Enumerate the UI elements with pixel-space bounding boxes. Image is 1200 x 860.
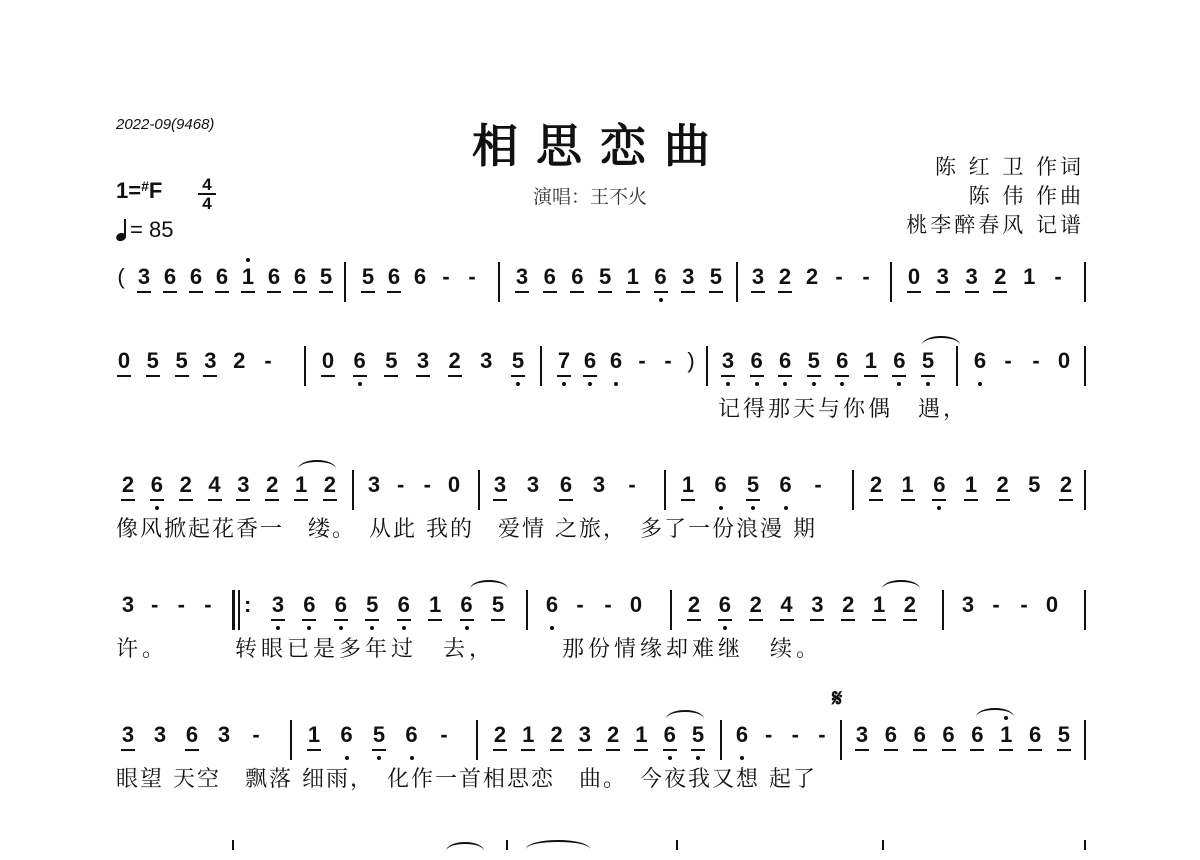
note: - (664, 348, 672, 373)
lyric-line-5 (116, 762, 1088, 792)
tempo-marking (116, 217, 173, 243)
note: - (204, 592, 212, 617)
note: 2 (550, 722, 563, 747)
note: 2 (493, 722, 507, 747)
note: 1 (681, 472, 695, 497)
note: 5 (1057, 722, 1071, 747)
note: 3 (480, 348, 493, 373)
note: : (244, 592, 252, 617)
bar-line (882, 840, 884, 850)
note: 0 (1045, 592, 1059, 617)
note: 3 (217, 722, 231, 747)
measure (120, 722, 264, 748)
note: 3 (416, 348, 430, 373)
bar-line (676, 840, 678, 850)
bar-line (942, 590, 944, 630)
note: 5 (709, 264, 723, 289)
note: 3 (121, 592, 135, 617)
note: 6 (893, 348, 906, 373)
bar-line (1084, 262, 1086, 302)
measure (680, 472, 826, 498)
bar-line (290, 720, 292, 760)
note: - (604, 592, 612, 617)
time-top: 4 (202, 175, 212, 194)
note: 6 (571, 264, 584, 289)
note: 6 (583, 348, 597, 373)
bar-line (852, 470, 854, 510)
bar-line (352, 470, 354, 510)
note: 6 (779, 348, 792, 373)
note: 6 (663, 722, 676, 747)
measure (906, 264, 1066, 290)
note: 3 (204, 348, 217, 373)
bar-line (736, 262, 738, 302)
note: 2 (266, 472, 279, 497)
note: 5 (372, 722, 386, 747)
note: 5 (146, 348, 159, 373)
note: - (423, 472, 431, 497)
note: 5 (511, 348, 525, 373)
bar-line (664, 470, 666, 510)
note: 6 (293, 264, 307, 289)
note: 6 (973, 348, 987, 373)
note: - (264, 348, 272, 373)
measure (244, 592, 250, 618)
note: - (992, 592, 1000, 617)
note: 6 (714, 472, 727, 497)
bar-line (956, 346, 958, 386)
note: 2 (1059, 472, 1073, 497)
tie-arc (976, 708, 1014, 726)
note: 6 (397, 592, 410, 617)
measure (116, 348, 276, 374)
note: 1 (1000, 722, 1013, 747)
tie-arc (446, 842, 484, 860)
note: 1 (522, 722, 535, 747)
note: 6 (267, 264, 281, 289)
note: 6 (545, 592, 559, 617)
note: - (791, 722, 799, 747)
note: 6 (718, 592, 731, 617)
bar-line (344, 262, 346, 302)
note: 6 (185, 722, 199, 747)
bar-line (840, 720, 842, 760)
bar-line (238, 590, 240, 630)
note: 6 (163, 264, 177, 289)
note: 5 (921, 348, 935, 373)
segno-icon: 𝄋 (832, 684, 843, 712)
catalog-code: 2022-09(9468) (116, 116, 215, 133)
note: 6 (913, 722, 926, 747)
note: 6 (779, 472, 792, 497)
note: 3 (237, 472, 250, 497)
bar-line (498, 262, 500, 302)
note: 2 (869, 472, 883, 497)
bar-line (232, 590, 235, 630)
note: 6 (971, 722, 984, 747)
lyric-line-3 (116, 512, 1088, 542)
note: 1 (1023, 264, 1036, 289)
note: - (1054, 264, 1062, 289)
note: - (814, 472, 822, 497)
note: 4 (780, 592, 793, 617)
note: - (576, 592, 584, 617)
note: 0 (1057, 348, 1071, 373)
note: - (440, 722, 448, 747)
staff-line-4 (116, 590, 1088, 630)
bar-line (478, 470, 480, 510)
tie-arc (470, 580, 508, 598)
note: 3 (493, 472, 507, 497)
tempo-value: = 85 (130, 217, 174, 242)
note: - (442, 264, 450, 289)
note: 2 (607, 722, 620, 747)
note: 3 (721, 348, 735, 373)
note: 2 (996, 472, 1009, 497)
tie-arc (298, 460, 336, 478)
note: 2 (778, 264, 792, 289)
lyric-text: 像风掀起花香一 缕。 从此 我的 爱情 之旅， 多了一份浪漫 期 (116, 517, 817, 542)
measure (854, 722, 1072, 748)
sharp-icon: # (141, 178, 149, 194)
tie-arc (526, 840, 590, 858)
measure (720, 348, 936, 374)
lyric-text: 记得那天与你偶 遇， (718, 397, 969, 422)
note: 3 (271, 592, 285, 617)
note: - (862, 264, 870, 289)
composer-credit: 陈 伟 作曲 (968, 184, 1084, 208)
note: 5 (598, 264, 612, 289)
note: 1 (294, 472, 308, 497)
note: - (638, 348, 646, 373)
measure (868, 472, 1074, 498)
measure (366, 472, 462, 498)
note: 1 (241, 264, 255, 289)
note: 3 (121, 722, 135, 747)
bar-line (670, 590, 672, 630)
note: - (252, 722, 260, 747)
note: 2 (323, 472, 337, 497)
note: 6 (836, 348, 849, 373)
tie-arc (666, 710, 704, 728)
note: 6 (215, 264, 229, 289)
note: 3 (592, 472, 606, 497)
note: 5 (1028, 472, 1041, 497)
note: 6 (735, 722, 749, 747)
note: - (1032, 348, 1040, 373)
measure (360, 264, 480, 290)
note: 5 (175, 348, 188, 373)
measure (972, 348, 1072, 374)
lyricist-credit: 陈 红 卫 作词 (934, 155, 1084, 179)
measure (556, 348, 696, 374)
note: 6 (654, 264, 667, 289)
measure (734, 722, 830, 748)
note: 7 (557, 348, 571, 373)
note: 3 (367, 472, 381, 497)
measure (306, 722, 452, 748)
note: 3 (578, 722, 591, 747)
measure (960, 592, 1060, 618)
bar-line (540, 346, 542, 386)
note: - (1004, 348, 1012, 373)
staff-line-6-partial (116, 840, 1088, 850)
note: 2 (687, 592, 701, 617)
note: 0 (907, 264, 921, 289)
measure (544, 592, 644, 618)
note: 2 (994, 264, 1007, 289)
note: 1 (964, 472, 978, 497)
note: 3 (936, 264, 949, 289)
note: 5 (366, 592, 379, 617)
note: 2 (805, 264, 819, 289)
staff-line-5 (116, 720, 1088, 760)
note: - (396, 472, 405, 497)
note: 6 (189, 264, 203, 289)
staff-line-1 (116, 262, 1088, 302)
bar-line (890, 262, 892, 302)
note: 5 (385, 348, 398, 373)
note: 3 (682, 264, 695, 289)
singer-credit: 演唱：王不火 (533, 186, 648, 208)
note: 6 (334, 592, 347, 617)
note: - (1020, 592, 1028, 617)
note: 6 (750, 348, 763, 373)
measure (120, 592, 216, 618)
note: 3 (515, 264, 529, 289)
note: 5 (807, 348, 820, 373)
measure (320, 348, 526, 374)
note: 2 (842, 592, 855, 617)
note: 6 (942, 722, 955, 747)
bar-line (304, 346, 306, 386)
bar-line (526, 590, 528, 630)
song-title: 相思恋曲 (472, 119, 728, 173)
note: 5 (691, 722, 705, 747)
note: 1 (428, 592, 442, 617)
note: 3 (965, 264, 978, 289)
note: 1 (864, 348, 877, 373)
note: 3 (751, 264, 765, 289)
note: - (764, 722, 773, 747)
note: 1 (635, 722, 648, 747)
note: 2 (749, 592, 762, 617)
note: 6 (1028, 722, 1042, 747)
note: 2 (121, 472, 135, 497)
key-prefix: 1= (116, 178, 142, 203)
note: 4 (208, 472, 221, 497)
bar-line (720, 720, 722, 760)
note: - (150, 592, 159, 617)
note: 6 (559, 472, 573, 497)
note: 0 (629, 592, 643, 617)
note: 0 (117, 348, 131, 373)
note: 2 (179, 472, 192, 497)
note: 6 (884, 722, 897, 747)
note: - (468, 264, 476, 289)
note: 5 (746, 472, 760, 497)
transcriber-credit: 桃李醉春风 记谱 (906, 213, 1084, 237)
note: - (818, 722, 826, 747)
note: 0 (447, 472, 461, 497)
note: 6 (413, 264, 427, 289)
note: 3 (526, 472, 540, 497)
note: - (628, 472, 636, 497)
measure (492, 472, 640, 498)
note: 6 (303, 592, 316, 617)
note: 2 (903, 592, 917, 617)
time-signature (198, 176, 216, 212)
note: 2 (233, 348, 246, 373)
bar-line (476, 720, 478, 760)
note: 6 (340, 722, 353, 747)
key-note: F (148, 178, 163, 203)
note: 3 (811, 592, 824, 617)
note: 5 (319, 264, 333, 289)
bar-line (1084, 590, 1086, 630)
note: - (835, 264, 843, 289)
note: 2 (448, 348, 461, 373)
key-signature (116, 178, 162, 204)
note: 5 (491, 592, 505, 617)
note: 3 (137, 264, 151, 289)
measure (514, 264, 724, 290)
note: ) (687, 348, 695, 373)
lyric-text: 许。 转眼已是多年过 去， 那份情缘却难继 续。 (116, 637, 823, 662)
note: 6 (150, 472, 163, 497)
note: 0 (321, 348, 335, 373)
lyric-line-4 (116, 632, 1088, 662)
note: 1 (626, 264, 639, 289)
note: 3 (153, 722, 167, 747)
bar-line (506, 840, 508, 850)
note: 6 (387, 264, 401, 289)
note: 1 (307, 722, 321, 747)
note: 1 (901, 472, 914, 497)
note: 6 (543, 264, 556, 289)
lyric-text: 眼望 天空 飘落 细雨， 化作一首相思恋 曲。 今夜我又想 起了 (116, 767, 817, 792)
quarter-note-icon (116, 219, 126, 241)
tie-arc (922, 336, 960, 354)
note: 6 (933, 472, 946, 497)
staff-line-3 (116, 470, 1088, 510)
note: 6 (460, 592, 473, 617)
measure (116, 264, 334, 290)
staff-line-2 (116, 346, 1088, 386)
bar-line (232, 840, 234, 850)
time-bottom: 4 (198, 193, 216, 212)
note: 5 (361, 264, 375, 289)
note: 1 (872, 592, 886, 617)
bar-line (1084, 346, 1086, 386)
note: - (177, 592, 185, 617)
note: 3 (961, 592, 975, 617)
bar-line (1084, 840, 1086, 850)
note: 3 (855, 722, 869, 747)
note: 6 (609, 348, 623, 373)
measure (750, 264, 874, 290)
note: 6 (405, 722, 418, 747)
lyric-line-2 (116, 392, 1088, 422)
note: ( (117, 264, 125, 289)
bar-line (706, 346, 708, 386)
bar-line (1084, 720, 1086, 760)
tie-arc (882, 580, 920, 598)
note: 6 (353, 348, 366, 373)
bar-line (1084, 470, 1086, 510)
